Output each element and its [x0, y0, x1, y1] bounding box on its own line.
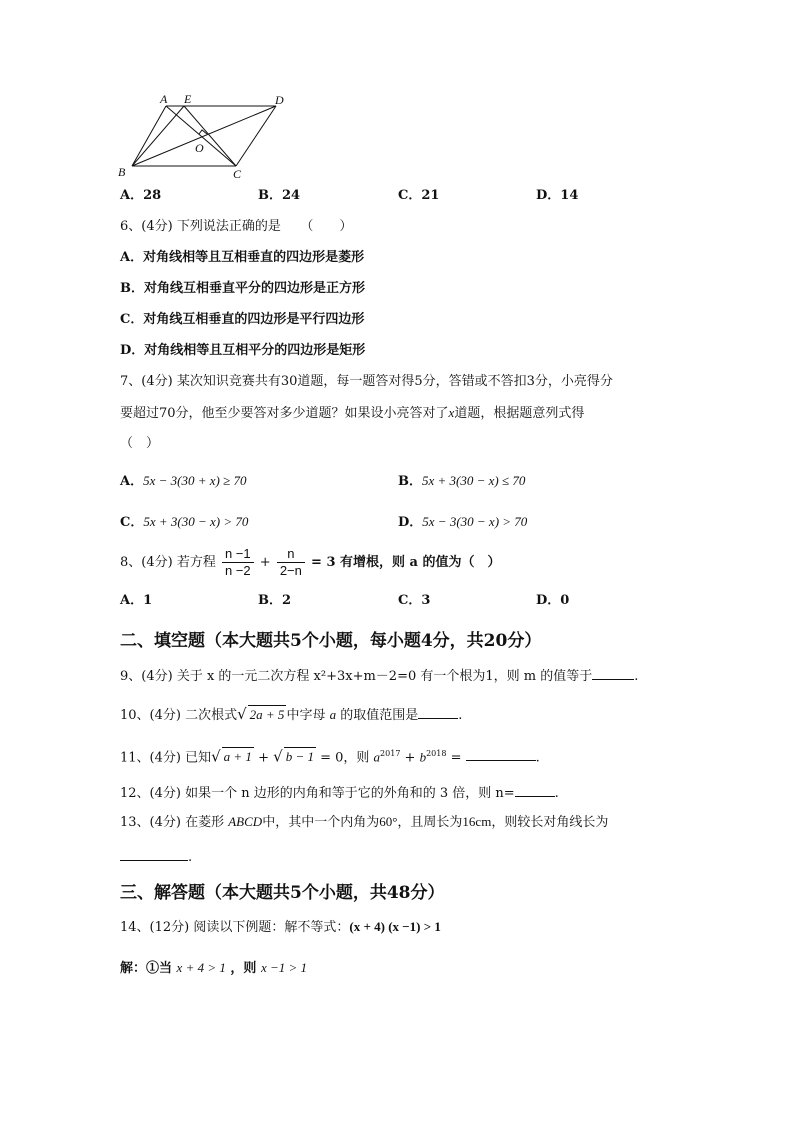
q7-option-c[interactable]: [120, 513, 248, 532]
edge-DC: [236, 106, 276, 166]
segment-EC: [184, 106, 236, 166]
q11-exp2: 2018: [426, 749, 447, 758]
segment-EB: [132, 106, 184, 166]
diagonal-BD: [132, 106, 276, 166]
q11-plus2: +: [404, 750, 416, 766]
q7-option-b-expr: 5x + 3(30 − x) ≤ 70: [422, 473, 526, 488]
q7-line2-pre: 要超过70分，他至少要答对多少道题？如果设小亮答对了: [120, 406, 449, 421]
q7-line3: （ ）: [120, 436, 160, 451]
q14-sol-expr1: x + 4 > 1: [176, 960, 226, 975]
label-E: E: [184, 92, 192, 106]
q7-var: x: [448, 405, 455, 420]
q7-option-c-expr: 5x + 3(30 − x) > 70: [143, 514, 249, 529]
q7-option-a-expr: 5x − 3(30 + x) ≥ 70: [143, 473, 247, 488]
q12-text: 12、(4分) 如果一个 n 边形的内角和等于它的外角和的 3 倍，则 n=: [120, 786, 515, 801]
q7-option-b-letter: B．: [398, 474, 422, 489]
sqrt-icon: √: [211, 747, 221, 766]
q10-pre: 10、(4分) 二次根式: [120, 708, 238, 723]
q8-option-b[interactable]: B．2: [258, 593, 292, 608]
q11-plus: +: [258, 750, 269, 766]
q11-b: b: [419, 749, 427, 765]
q11-radicand-2: b − 1: [285, 749, 314, 765]
q9-text: 9、(4分) 关于 x 的一元二次方程 x²+3x+m－2=0 有一个根为1，则 m 的值等于: [120, 669, 593, 684]
q11-a: a: [373, 749, 381, 765]
q10-radicand: 2a + 5: [249, 707, 285, 722]
q10-post: 的取值范围是: [340, 708, 419, 723]
sqrt-icon: √: [237, 705, 247, 723]
q11-eq: = 0，则: [320, 750, 370, 766]
label-A: A: [160, 92, 168, 106]
q12-answer-blank[interactable]: [515, 782, 555, 797]
q6-option-d[interactable]: D．对角线相等且互相平分的四边形是矩形: [120, 343, 366, 358]
q7-option-a-letter: A．: [120, 474, 144, 489]
q11-eq2: =: [450, 750, 462, 766]
edge-AB: [132, 106, 166, 166]
q8-fraction-2: [277, 546, 305, 579]
q5-option-d[interactable]: D．14: [536, 188, 579, 203]
q7-option-d[interactable]: [398, 513, 527, 532]
q10-end: .: [458, 708, 463, 723]
q10-mid: 中字母: [286, 708, 326, 723]
q13-mid2: ，且周长为: [397, 815, 463, 830]
q10-stem: [120, 704, 462, 725]
q8-frac2-den: 2−n: [279, 563, 302, 578]
label-B: B: [118, 165, 126, 179]
q6-option-c[interactable]: C．对角线互相垂直的四边形是平行四边形: [120, 312, 365, 327]
sqrt-icon: √: [273, 747, 283, 766]
q7-option-d-letter: D．: [398, 515, 423, 530]
q13-line2: [120, 846, 192, 867]
q8-frac1-den: n −2: [224, 563, 251, 578]
q9-answer-blank[interactable]: [592, 665, 634, 680]
q8-plus: +: [259, 555, 271, 570]
q8-option-d[interactable]: D．0: [536, 593, 570, 608]
q11-radicand-1: a + 1: [223, 749, 252, 765]
q11-stem: [120, 745, 540, 767]
q10-var: a: [329, 707, 337, 722]
q14-sol-expr2: x −1 > 1: [260, 960, 308, 975]
q7-option-d-expr: 5x − 3(30 − x) > 70: [422, 514, 528, 529]
q14-solution: [120, 959, 307, 978]
q13-perimeter: 16cm: [462, 814, 492, 829]
q6-option-a[interactable]: A．对角线相等且互相垂直的四边形是菱形: [120, 250, 365, 265]
q7-option-a[interactable]: [120, 472, 246, 491]
q13-end: .: [188, 850, 193, 865]
section-3-heading: 三、解答题（本大题共5个小题，共48分）: [120, 883, 445, 903]
q13-angle: 60°: [379, 814, 398, 829]
q14-sol-mid: ，则: [230, 961, 257, 976]
q7-line2-post: 道题，根据题意列式得: [454, 406, 585, 421]
q9-end: .: [634, 669, 639, 684]
q13-abcd: ABCD: [228, 814, 263, 829]
q8-post: = 3 有增根，则 a 的值为（ ）: [311, 555, 501, 570]
q7-line2: [120, 404, 584, 423]
q13-pre: 13、(4分) 在菱形: [120, 815, 225, 830]
q10-answer-blank[interactable]: [418, 704, 458, 719]
q12-stem: [120, 782, 559, 803]
q8-stem: [120, 546, 501, 580]
q11-end: .: [535, 750, 540, 766]
q13-mid: 中，其中一个内角为: [262, 815, 380, 830]
label-O: O: [195, 141, 204, 155]
q14-stem-pre: 14、(12分) 阅读以下例题：解不等式：: [120, 920, 350, 935]
q8-option-a[interactable]: A．1: [120, 593, 153, 608]
q13-post: ，则较长对角线长为: [491, 815, 609, 830]
q7-option-c-letter: C．: [120, 515, 144, 530]
q8-option-c[interactable]: C．3: [398, 593, 431, 608]
q13-line1: [120, 813, 608, 832]
q8-fraction-1: [222, 546, 254, 579]
q5-option-c[interactable]: C．21: [398, 188, 440, 203]
q11-pre: 11、(4分) 已知: [120, 750, 212, 766]
q5-option-a[interactable]: A．28: [120, 188, 162, 203]
q7-line1: 7、(4分) 某次知识竞赛共有30道题，每一题答对得5分，答错或不答扣3分，小亮得分: [120, 374, 613, 389]
q14-stem: [120, 918, 441, 937]
q8-frac1-num: n −1: [222, 546, 254, 563]
parallelogram-figure: [110, 90, 300, 185]
q14-sol-pre: 解：①当: [120, 961, 173, 976]
q11-answer-blank[interactable]: [466, 746, 536, 761]
label-C: C: [233, 167, 242, 181]
q7-option-b[interactable]: [398, 472, 525, 491]
q6-stem: 6、(4分) 下列说法正确的是 （ ）: [120, 219, 353, 234]
q12-end: .: [554, 786, 559, 801]
q14-stem-expr: (x + 4) (x −1) > 1: [349, 919, 441, 934]
q13-answer-blank[interactable]: [120, 846, 188, 861]
label-D: D: [275, 93, 284, 107]
q6-option-b[interactable]: B．对角线互相垂直平分的四边形是正方形: [120, 281, 365, 296]
q5-option-b[interactable]: B．24: [258, 188, 301, 203]
q8-frac2-num: n: [277, 546, 305, 563]
q8-pre: 8、(4分) 若方程: [120, 555, 216, 570]
q11-exp1: 2017: [380, 749, 401, 758]
section-2-heading: 二、填空题（本大题共5个小题，每小题4分，共20分）: [120, 631, 542, 651]
q9-stem: [120, 665, 638, 686]
